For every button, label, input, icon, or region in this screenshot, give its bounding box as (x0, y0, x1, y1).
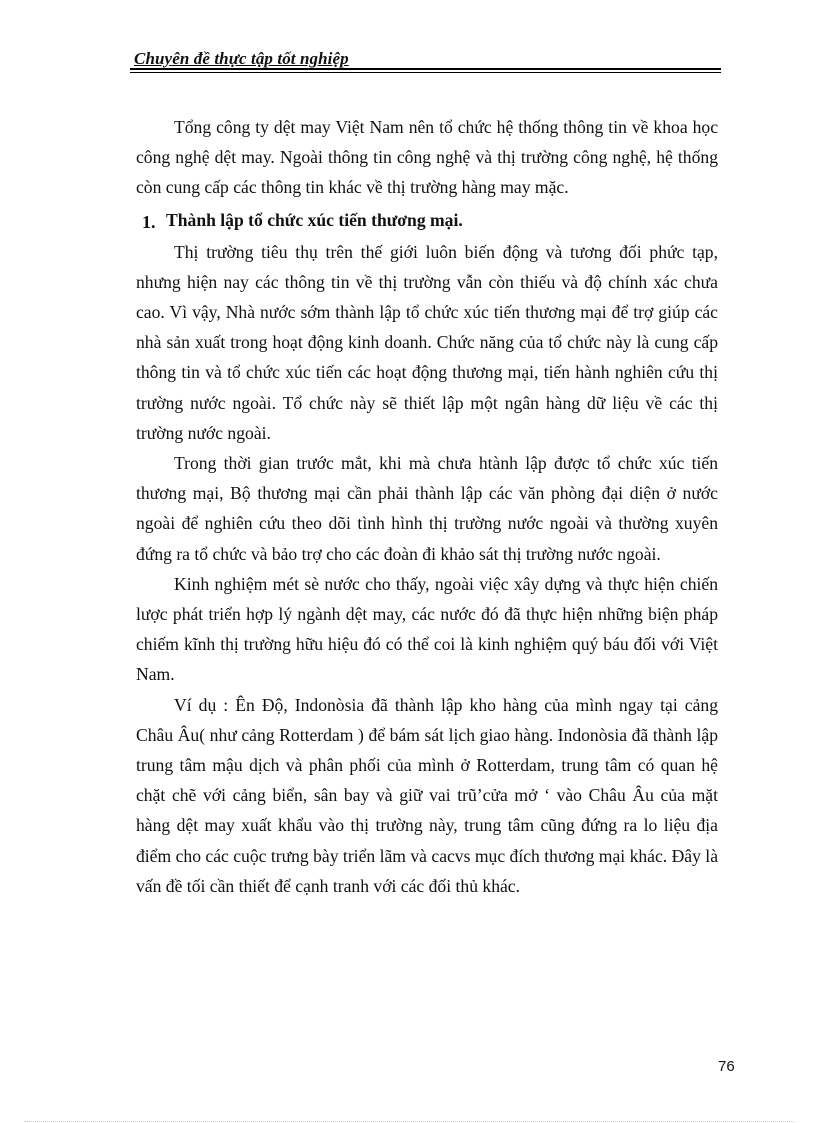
paragraph-trade-offices: Trong thời gian trước mắt, khi mà chưa htành lập được tổ chức xúc tiến thương mại, Bộ thương mại cần phải thành lập các văn phòng đại diện ở nước ngoài để nghiên cứu theo dõi tình hình thị trường nước ngoài và thường xuyên đứng ra tổ chức và bảo trợ cho các đoàn đi khảo sát thị trường nước ngoài. (136, 453, 718, 564)
paragraph-market-info: Thị trường tiêu thụ trên thế giới luôn biến động và tương đối phức tạp, nhưng hiện nay các thông tin về thị trường vẫn còn thiếu và độ chính xác chưa cao. Vì vậy, Nhà nước sớm thành lập tổ chức xúc tiến thương mại để trợ giúp các nhà sản xuất trong hoạt động kinh doanh. Chức năng của tổ chức này là cung cấp thông tin và tổ chức xúc tiến các hoạt động thương mại, tiến hành nghiên cứu thị trường nước ngoài. Tổ chức này sẽ thiết lập một ngân hàng dữ liệu về các thị trường nước ngoài. (136, 241, 718, 443)
paragraph-experience: Kinh nghiệm mét sè nước cho thấy, ngoài việc xây dựng và thực hiện chiến lược phát triển hợp lý ngành dệt may, các nước đó đã thực hiện những biện pháp chiếm kĩnh thị trường hữu hiệu đó có thể coi là kinh nghiệm quý báu đối với Việt Nam. (136, 573, 718, 685)
section-heading (136, 205, 718, 237)
body-text (136, 112, 718, 901)
paragraph-intro: Tổng công ty dệt may Việt Nam nên tổ chức hệ thống thông tin về khoa học công nghệ dệt may. Ngoài thông tin công nghệ và thị trường công nghệ, hệ thống còn cung cấp các thông tin khác về thị trường hàng may mặc. (136, 117, 718, 198)
section-title: Thành lập tổ chức xúc tiến thương mại. (166, 209, 463, 230)
section-number: 1. (142, 211, 156, 232)
header-rule-thin (130, 72, 721, 73)
running-header-title: Chuyên đề thực tập tốt nghiệp (134, 49, 349, 68)
page-bottom-dotted-rule (24, 1121, 794, 1122)
page-number: 76 (718, 1058, 735, 1075)
header-rule-thick (130, 68, 721, 70)
paragraph-example: Ví dụ : Ên Độ, Indonòsia đã thành lập kho hàng của mình ngay tại cảng Châu Âu( như cảng Rotterdam ) để bám sát lịch giao hàng. Indonòsia đã thành lập trung tâm mậu dịch và phân phối của mình ở Rotterdam, trung tâm có quan hệ chặt chẽ với cảng biển, sân bay và giữ vai trũ’cửa mở ‘ vào Châu Âu của mặt hàng dệt may xuất khẩu vào thị trường này, trung tâm cũng đứng ra lo liệu địa điểm cho các cuộc trưng bày triển lãm và cacvs mục đích thương mại khác. Đây là vấn đề tối cần thiết để cạnh tranh với các đối thủ khác. (136, 694, 718, 896)
